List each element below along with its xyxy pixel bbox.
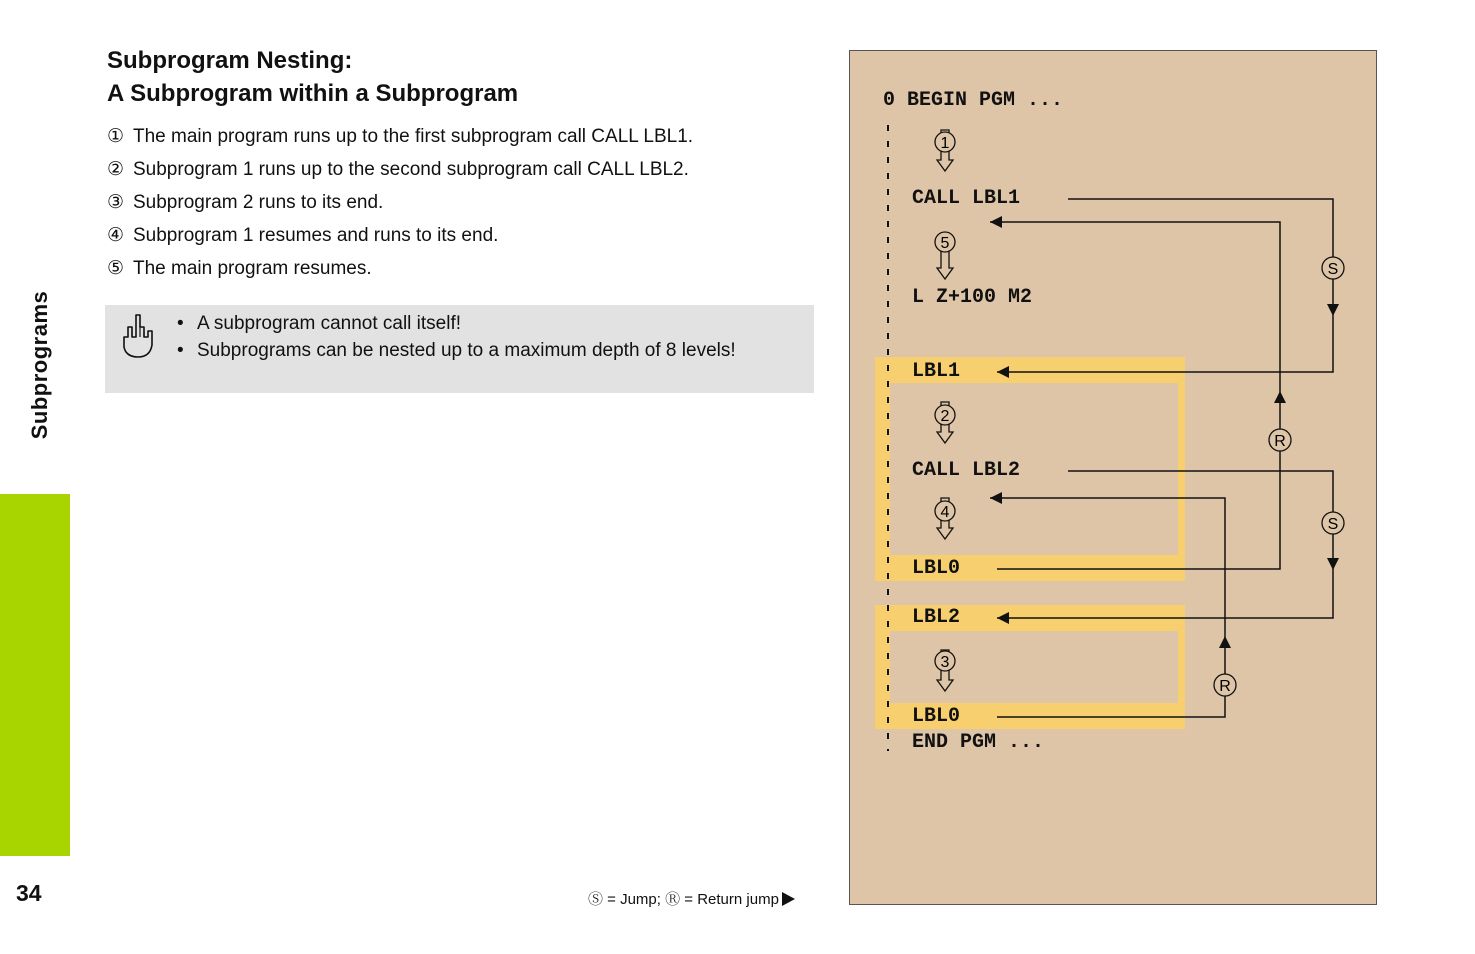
note-item: • Subprograms can be nested up to a maximum depth of 8 levels! (177, 337, 757, 364)
legend-text: Ⓢ = Jump; Ⓡ = Return jump (588, 891, 779, 908)
section-title: Subprograms (27, 290, 52, 440)
code-line-lbl1: LBL1 (912, 360, 961, 383)
step-item (107, 252, 693, 285)
heading-line-1: Subprogram Nesting: (107, 47, 353, 74)
step-marker-2 (935, 405, 955, 425)
jump-marker-icon (1322, 257, 1344, 279)
svg-text:R: R (1274, 433, 1286, 450)
note-list (177, 310, 757, 364)
code-line-l-z: L Z+100 M2 (912, 286, 1033, 309)
next-page-arrow-icon (782, 892, 795, 906)
note-box (105, 305, 814, 393)
code-line-call-lbl1: CALL LBL1 (912, 187, 1021, 210)
step-item (107, 153, 693, 186)
step-text: The main program runs up to the first subprogram call CALL LBL1. (133, 126, 694, 147)
code-line-end-pgm: END PGM ... (912, 731, 1045, 754)
page-number: 34 (16, 880, 42, 906)
code-line-lbl0-2: LBL0 (912, 705, 961, 728)
step-item (107, 120, 693, 153)
step-number-icon: ② (107, 159, 125, 180)
nesting-diagram (849, 50, 1377, 905)
step-item (107, 186, 693, 219)
step-text: Subprogram 1 resumes and runs to its end. (133, 225, 499, 246)
pointing-hand-icon (122, 313, 156, 359)
svg-text:5: 5 (940, 235, 950, 252)
svg-text:R: R (1219, 678, 1231, 695)
svg-text:1: 1 (940, 135, 950, 152)
step-number-icon: ① (107, 126, 125, 147)
return-marker-icon (1269, 429, 1291, 451)
step-number-icon: ④ (107, 225, 125, 246)
step-marker-3 (935, 651, 955, 671)
code-line-call-lbl2: CALL LBL2 (912, 459, 1021, 482)
heading-line-2: A Subprogram within a Subprogram (107, 80, 519, 107)
step-marker-5 (935, 232, 955, 252)
step-number-icon: ⑤ (107, 258, 125, 279)
step-item (107, 219, 693, 252)
jump-marker-icon (1322, 512, 1344, 534)
step-text: Subprogram 1 runs up to the second subprogram call CALL LBL2. (133, 159, 689, 180)
step-text: Subprogram 2 runs to its end. (133, 192, 384, 213)
subprogram-2-inner (890, 631, 1178, 703)
note-item: • A subprogram cannot call itself! (177, 310, 757, 337)
step-marker-4 (935, 501, 955, 521)
code-line-begin-pgm: 0 BEGIN PGM ... (883, 89, 1064, 112)
return-marker-icon (1214, 674, 1236, 696)
svg-text:4: 4 (940, 504, 950, 521)
svg-text:3: 3 (940, 654, 950, 671)
step-text: The main program resumes. (133, 258, 372, 279)
code-line-lbl2: LBL2 (912, 606, 961, 629)
svg-text:S: S (1327, 261, 1339, 278)
section-color-bar (0, 494, 70, 856)
step-list (107, 120, 693, 285)
code-line-lbl0-1: LBL0 (912, 557, 961, 580)
step-marker-1 (935, 132, 955, 152)
diagram-legend (588, 888, 795, 909)
step-number-icon: ③ (107, 192, 125, 213)
svg-text:2: 2 (940, 408, 950, 425)
svg-text:S: S (1327, 516, 1339, 533)
jump-path-call-lbl1 (1068, 199, 1333, 316)
page-heading (107, 44, 518, 110)
